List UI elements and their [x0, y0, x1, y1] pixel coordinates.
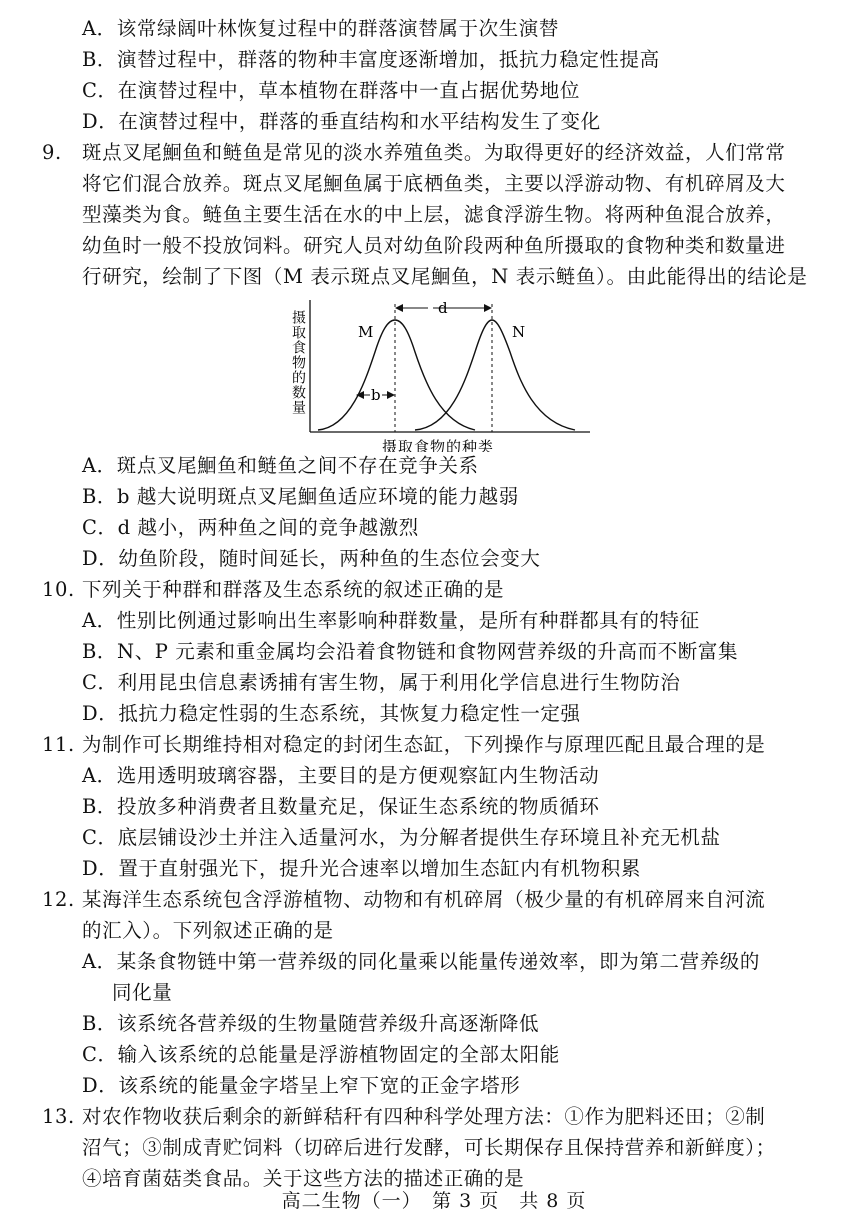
y-axis-label: 摄取食物的数量	[290, 310, 306, 415]
q12-option-b: B．该系统各营养级的生物量随营养级升高逐渐降低	[82, 1012, 540, 1035]
q8-option-d: D．在演替过程中，群落的垂直结构和水平结构发生了变化	[82, 110, 601, 133]
q9-stem-line-2: 将它们混合放养。斑点叉尾鮰鱼属于底栖鱼类，主要以浮游动物、有机碎屑及大	[82, 172, 786, 195]
label-b: b	[371, 386, 381, 404]
x-axis-label: 摄取食物的种类	[382, 438, 495, 452]
label-n: N	[512, 323, 526, 341]
q10-option-b: B．N、P 元素和重金属均会沿着食物链和食物网营养级的升高而不断富集	[82, 640, 739, 663]
q12-option-c: C．输入该系统的总能量是浮游植物固定的全部太阳能	[82, 1043, 560, 1066]
q9-stem-line-5: 行研究，绘制了下图（M 表示斑点叉尾鮰鱼，N 表示鲢鱼）。由此能得出的结论是	[82, 265, 808, 288]
q13-stem-line-2: 沼气；③制成青贮饲料（切碎后进行发酵，可长期保存且保持营养和新鲜度）；	[82, 1136, 776, 1159]
q8-option-a: A．该常绿阔叶林恢复过程中的群落演替属于次生演替	[82, 17, 559, 40]
q12-text: 某海洋生态系统包含浮游植物、动物和有机碎屑（极少量的有机碎屑来自河流	[82, 888, 766, 911]
q9-option-a: A．斑点叉尾鮰鱼和鲢鱼之间不存在竞争关系	[82, 454, 479, 477]
q10-option-d: D．抵抗力稳定性弱的生态系统，其恢复力稳定性一定强	[82, 702, 581, 725]
q10-option-c: C．利用昆虫信息素诱捕有害生物，属于利用化学信息进行生物防治	[82, 671, 681, 694]
q9-option-b: B．b 越大说明斑点叉尾鮰鱼适应环境的能力越弱	[82, 485, 519, 508]
q11-number: 11.	[42, 733, 75, 756]
page-footer: 高二生物（一） 第 3 页 共 8 页	[281, 1190, 587, 1212]
q12-option-a-line-1: A．某条食物链中第一营养级的同化量乘以能量传递效率，即为第二营养级的	[82, 950, 760, 973]
q8-option-c: C．在演替过程中，草本植物在群落中一直占据优势地位	[82, 79, 580, 102]
q10-option-a: A．性别比例通过影响出生率影响种群数量，是所有种群都具有的特征	[82, 609, 700, 632]
q12-stem-line-2: 的汇入）。下列叙述正确的是	[82, 919, 334, 942]
q13-number: 13.	[42, 1105, 75, 1128]
q12-option-a-line-2: 同化量	[112, 981, 173, 1004]
q9-figure-svg	[270, 292, 600, 452]
q9-stem-line-4: 幼鱼时一般不投放饲料。研究人员对幼鱼阶段两种鱼所摄取的食物种类和数量进	[82, 234, 786, 257]
q12-option-d: D．该系统的能量金字塔呈上窄下宽的正金字塔形	[82, 1074, 521, 1097]
q13-stem-line-1	[42, 1102, 765, 1132]
q9-stem-line-1	[42, 138, 786, 168]
q13-text: 对农作物收获后剩余的新鲜秸秆有四种科学处理方法：①作为肥料还田；②制	[82, 1105, 766, 1128]
q11-option-a: A．选用透明玻璃容器，主要目的是方便观察缸内生物活动	[82, 764, 600, 787]
curve-n	[415, 320, 575, 430]
q9-option-d: D．幼鱼阶段，随时间延长，两种鱼的生态位会变大	[82, 547, 541, 570]
label-m: M	[358, 323, 374, 341]
q12-number: 12.	[42, 888, 75, 911]
q8-option-b: B．演替过程中，群落的物种丰富度逐渐增加，抵抗力稳定性提高	[82, 48, 660, 71]
q9-number: 9.	[42, 141, 62, 164]
q10-stem	[42, 575, 504, 605]
q11-option-c: C．底层铺设沙土并注入适量河水，为分解者提供生存环境且补充无机盐	[82, 826, 721, 849]
q10-text: 下列关于种群和群落及生态系统的叙述正确的是	[82, 578, 505, 601]
q13-stem-line-3: ④培育菌菇类食品。关于这些方法的描述正确的是	[82, 1167, 525, 1190]
q9-text: 斑点叉尾鮰鱼和鲢鱼是常见的淡水养殖鱼类。为取得更好的经济效益，人们常常	[82, 141, 786, 164]
q11-option-d: D．置于直射强光下，提升光合速率以增加生态缸内有机物积累	[82, 857, 641, 880]
q9-stem-line-3: 型藻类为食。鲢鱼主要生活在水的中上层，滤食浮游生物。将两种鱼混合放养，	[82, 203, 786, 226]
q11-stem	[42, 730, 765, 760]
q9-option-c: C．d 越小，两种鱼之间的竞争越激烈	[82, 516, 419, 539]
curve-m	[318, 320, 475, 430]
q11-option-b: B．投放多种消费者且数量充足，保证生态系统的物质循环	[82, 795, 600, 818]
q11-text: 为制作可长期维持相对稳定的封闭生态缸，下列操作与原理匹配且最合理的是	[82, 733, 766, 756]
q10-number: 10.	[42, 578, 75, 601]
label-d: d	[438, 299, 448, 317]
q12-stem-line-1	[42, 885, 765, 915]
q9-figure	[270, 292, 600, 452]
